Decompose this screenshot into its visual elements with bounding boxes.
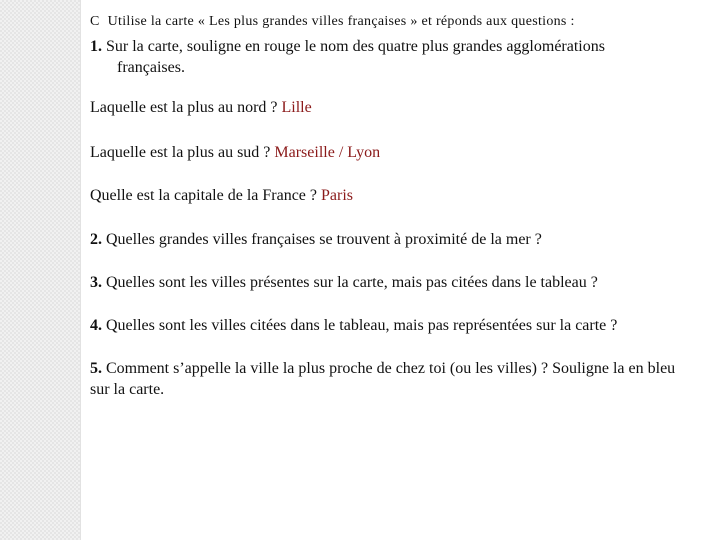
question-1-continuation: françaises. <box>117 59 185 76</box>
question-1-text: Sur la carte, souligne en rouge le nom des quatre plus grandes agglomérations <box>106 38 605 55</box>
question-1 <box>90 36 690 78</box>
question-4-number: 4. <box>90 317 102 334</box>
exercise-heading <box>90 14 710 30</box>
question-4 <box>90 315 617 336</box>
sub-question-text: Quelle est la capitale de la France ? <box>90 187 317 204</box>
sub-question-answer: Marseille / Lyon <box>274 144 381 161</box>
sub-question-north <box>90 97 312 118</box>
sub-question-capital <box>90 185 353 206</box>
sub-question-answer: Paris <box>321 187 353 204</box>
question-2 <box>90 229 542 250</box>
question-1-number: 1. <box>90 38 102 55</box>
question-4-text: Quelles sont les villes citées dans le tableau, mais pas représentées sur la carte ? <box>106 317 618 334</box>
sub-question-text: Laquelle est la plus au nord ? <box>90 99 278 116</box>
exercise-instruction: Utilise la carte « Les plus grandes villes françaises » et réponds aux questions : <box>107 14 575 29</box>
question-3 <box>90 272 598 293</box>
question-5-text: Comment s’appelle la ville la plus proche de chez toi (ou les villes) ? Souligne la en bleu sur la carte. <box>90 360 676 398</box>
question-2-text: Quelles grandes villes françaises se trouvent à proximité de la mer ? <box>106 231 542 248</box>
exercise-letter: C <box>90 14 100 29</box>
question-5-number: 5. <box>90 360 102 377</box>
question-2-number: 2. <box>90 231 102 248</box>
question-5 <box>90 358 696 400</box>
sub-question-south <box>90 142 380 163</box>
question-3-number: 3. <box>90 274 102 291</box>
question-3-text: Quelles sont les villes présentes sur la carte, mais pas citées dans le tableau ? <box>106 274 598 291</box>
decorative-side-band <box>0 0 81 540</box>
sub-question-answer: Lille <box>281 99 312 116</box>
sub-question-text: Laquelle est la plus au sud ? <box>90 144 271 161</box>
